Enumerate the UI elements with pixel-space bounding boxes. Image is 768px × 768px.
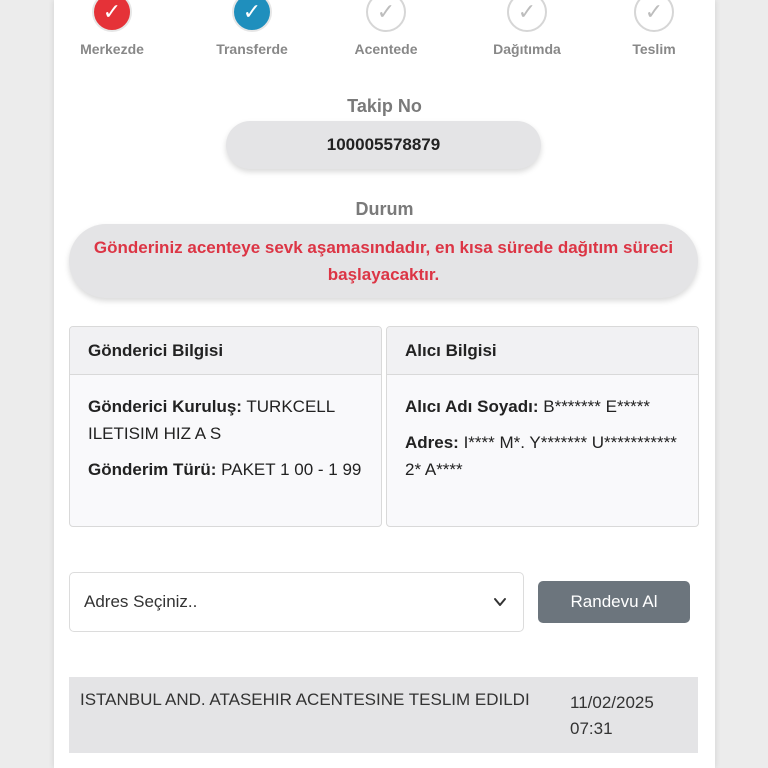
receiver-address-value: I**** M*. Y******* U*********** 2* A****	[405, 433, 677, 479]
sender-org-value: TURKCELL ILETISIM HIZ A S	[88, 397, 335, 443]
step-label: Transferde	[216, 41, 288, 57]
tracking-number: 100005578879	[226, 121, 541, 169]
history-row	[69, 677, 698, 753]
sender-info-panel	[69, 326, 382, 527]
receiver-address-label: Adres:	[405, 433, 459, 452]
check-icon: ✓	[92, 0, 132, 32]
receiver-address	[405, 429, 680, 483]
receiver-name-value: B******* E*****	[538, 397, 651, 416]
chevron-down-icon	[493, 595, 507, 609]
status-message: Gönderiniz acenteye sevk aşamasındadır, en kısa sürede dağıtım süreci başlayacaktır.	[69, 224, 698, 298]
history-time: 07:31	[570, 719, 613, 738]
step-label: Dağıtımda	[493, 41, 561, 57]
sender-info-body	[70, 375, 381, 483]
check-icon: ✓	[366, 0, 406, 32]
status-label: Durum	[355, 199, 414, 219]
step-label: Acentede	[354, 41, 418, 57]
shipment-tracking-card	[54, 0, 715, 768]
step-label: Teslim	[632, 41, 676, 57]
address-select-placeholder: Adres Seçiniz..	[84, 592, 198, 611]
receiver-info-title: Alıcı Bilgisi	[387, 327, 698, 375]
sender-info-title: Gönderici Bilgisi	[70, 327, 381, 375]
shipment-type-label: Gönderim Türü:	[88, 460, 217, 479]
history-datetime	[570, 690, 654, 742]
history-description: ISTANBUL AND. ATASEHIR ACENTESINE TESLIM EDILDI	[80, 690, 530, 709]
appointment-button[interactable]: Randevu Al	[538, 581, 690, 623]
progress-steps	[54, 0, 715, 62]
history-date: 11/02/2025	[570, 693, 654, 712]
tracking-label: Takip No	[347, 96, 422, 116]
shipment-type-value: PAKET 1 00 - 1 99	[216, 460, 362, 479]
check-icon: ✓	[634, 0, 674, 32]
receiver-info-body	[387, 375, 698, 483]
shipment-type	[88, 456, 363, 483]
receiver-name	[405, 393, 680, 420]
sender-org-label: Gönderici Kuruluş:	[88, 397, 242, 416]
receiver-name-label: Alıcı Adı Soyadı:	[405, 397, 539, 416]
sender-org	[88, 393, 363, 447]
address-select[interactable]	[69, 572, 524, 632]
receiver-info-panel	[386, 326, 699, 527]
step-label: Merkezde	[80, 41, 144, 57]
check-icon: ✓	[232, 0, 272, 32]
check-icon: ✓	[507, 0, 547, 32]
